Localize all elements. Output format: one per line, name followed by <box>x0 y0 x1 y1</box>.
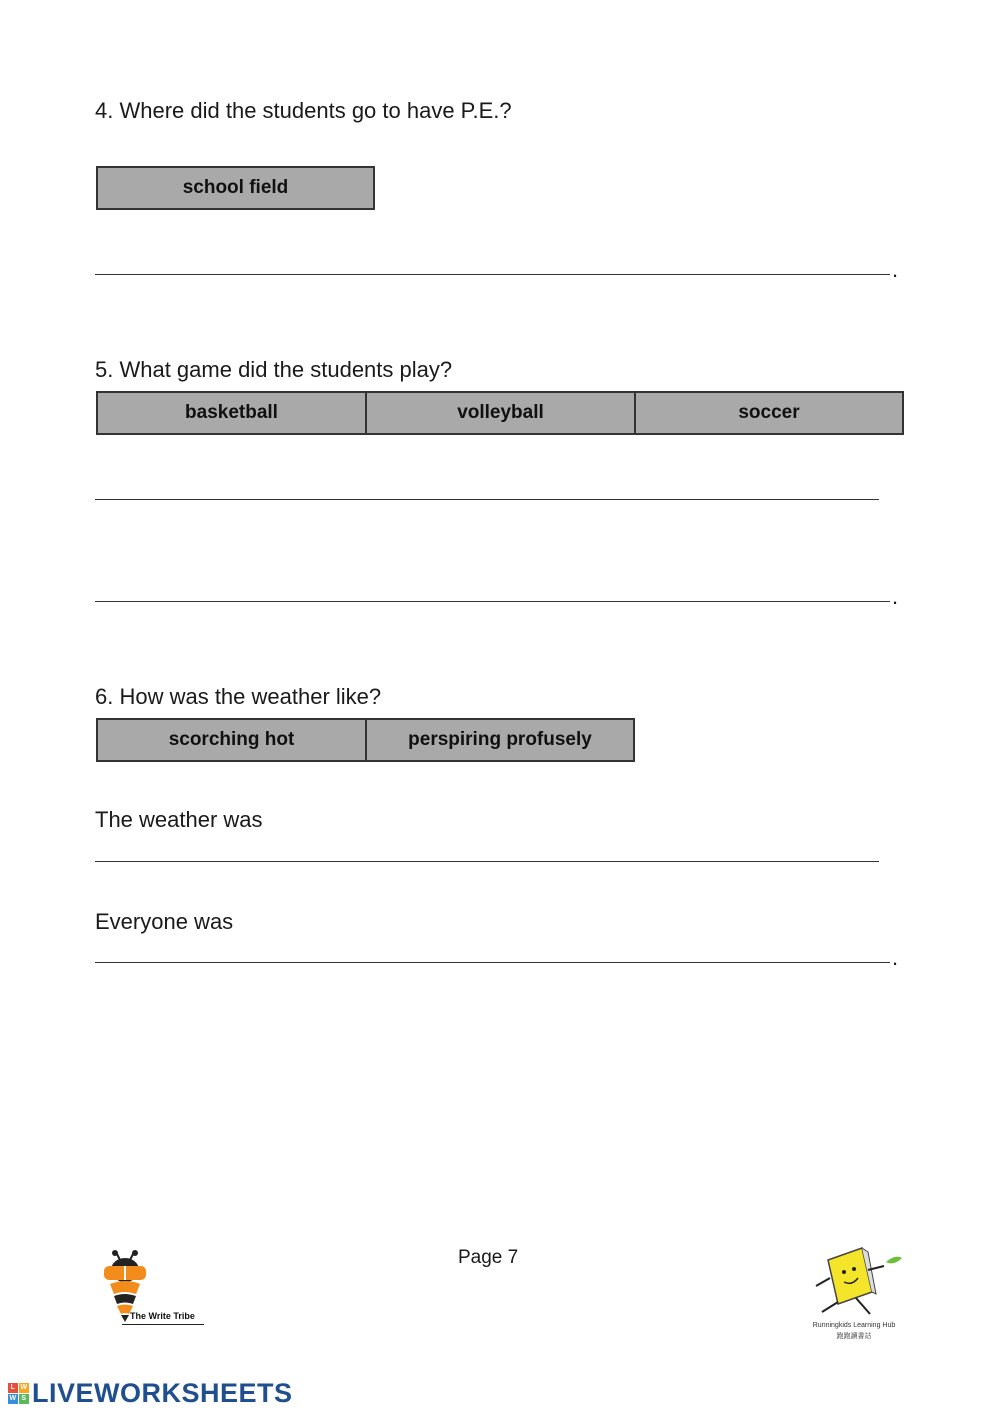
logo-caption: Runningkids Learning Hub <box>812 1322 896 1329</box>
runningkids-logo <box>808 1242 908 1342</box>
word-bank-q6 <box>96 718 635 762</box>
word-bank-q4 <box>96 166 375 210</box>
question-4-prompt: 4. Where did the students go to have P.E.? <box>95 98 512 123</box>
period-mark: . <box>892 584 899 609</box>
logo-caption: The Write Tribe <box>130 1311 195 1321</box>
question-5-prompt: 5. What game did the students play? <box>95 357 453 382</box>
word-chip: perspiring profusely <box>408 729 592 750</box>
liveworksheets-grid-icon: L W W S <box>9 1384 28 1402</box>
word-chip: basketball <box>98 393 367 433</box>
word-chip: scorching hot <box>98 720 367 760</box>
logo-caption-cjk: 跑跑讀書站 <box>836 1333 872 1340</box>
brand-text: LIVEWORKSHEETS <box>32 1378 293 1408</box>
answer-line[interactable] <box>95 601 890 602</box>
word-chip: volleyball <box>367 393 636 433</box>
question-6-prompt: 6. How was the weather like? <box>95 684 382 709</box>
running-book-icon <box>808 1242 904 1318</box>
word-bank-q5 <box>96 391 904 435</box>
answer-line[interactable] <box>95 274 890 275</box>
word-chip: school field <box>182 177 289 198</box>
liveworksheets-brand[interactable] <box>8 1378 293 1409</box>
page-number: Page 7 <box>458 1247 519 1268</box>
period-mark: . <box>892 257 899 282</box>
answer-line[interactable] <box>95 962 890 963</box>
sentence-starter: The weather was <box>95 807 263 832</box>
sentence-starter: Everyone was <box>95 909 234 934</box>
write-tribe-logo <box>98 1250 208 1330</box>
answer-line[interactable] <box>95 499 879 500</box>
word-chip: soccer <box>738 402 800 423</box>
period-mark: . <box>892 945 899 970</box>
answer-line[interactable] <box>95 861 879 862</box>
